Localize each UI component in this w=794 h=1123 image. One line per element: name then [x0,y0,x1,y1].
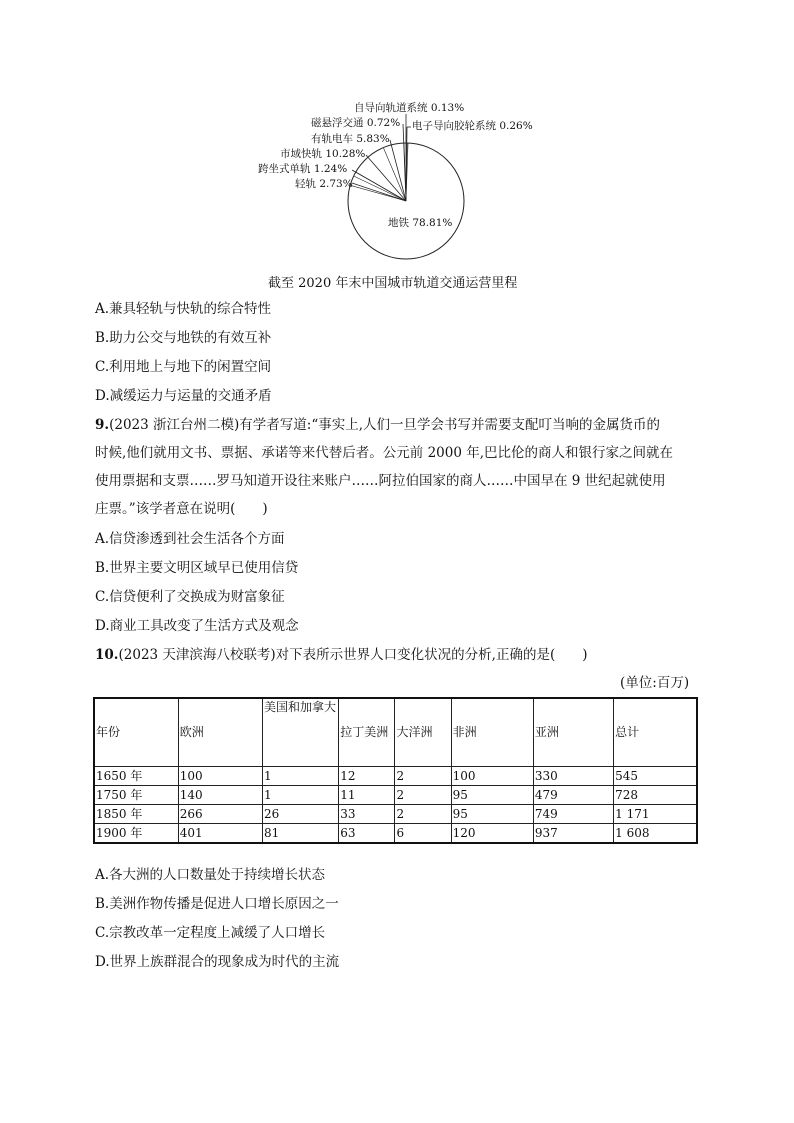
table-cell: 479 [533,786,613,805]
table-cell: 728 [614,786,697,805]
table-cell: 2 [395,786,451,805]
table-cell: 1850 年 [94,805,178,824]
table-header-row [94,698,697,767]
q8-option-b: B.助力公交与地铁的有效互补 [95,330,272,346]
pie-label-suburban: 市域快轨 10.28% [280,148,366,160]
q10-number: 10. [95,647,119,663]
pie-slice-4 [383,148,406,201]
table-cell: 63 [339,824,395,844]
pie-label-tram: 有轨电车 5.83% [311,133,390,145]
table-cell: 100 [451,767,533,786]
q9-stem-line-1 [95,415,660,435]
table-cell: 1750 年 [94,786,178,805]
q8-option-a: A.兼具轻轨与快轨的综合特性 [95,301,272,317]
q10-option-a: A.各大洲的人口数量处于持续增长状态 [95,867,326,883]
q9-option-d: D.商业工具改变了生活方式及观念 [95,618,299,634]
q9-number: 9. [95,417,110,433]
table-cell: 95 [451,805,533,824]
population-table [93,697,698,844]
header-cell: 亚洲 [533,698,613,767]
q10-stem [95,645,588,665]
table-cell: 266 [178,805,262,824]
table-cell: 749 [533,805,613,824]
table-cell: 1 171 [614,805,697,824]
q9-option-c: C.信贷便利了交换成为财富象征 [95,589,285,605]
table-cell: 26 [263,805,339,824]
q8-option-c: C.利用地上与地下的闲置空间 [95,359,272,375]
table-row [94,805,697,824]
table-cell: 6 [395,824,451,844]
header-cell: 总计 [614,698,697,767]
leader-maglev [403,124,406,201]
table-cell: 140 [178,786,262,805]
pie-label-monorail: 跨坐式单轨 1.24% [258,163,348,175]
table-cell: 545 [614,767,697,786]
q9-option-b: B.世界主要文明区域早已使用信贷 [95,560,299,576]
pie-caption: 截至 2020 年末中国城市轨道交通运营里程 [268,276,518,291]
table-cell: 1 [263,786,339,805]
table-cell: 1650 年 [94,767,178,786]
q9-option-a: A.信贷渗透到社会生活各个方面 [95,531,285,547]
q10-option-b: B.美洲作物传播是促进人口增长原因之一 [95,896,339,912]
table-cell: 11 [339,786,395,805]
table-cell: 81 [263,824,339,844]
q10-text: (2023 天津滨海八校联考)对下表所示世界人口变化状况的分析,正确的是( ) [118,647,588,663]
table-cell: 33 [339,805,395,824]
table-row [94,786,697,805]
table-cell: 100 [178,767,262,786]
table-cell: 1900 年 [94,824,178,844]
header-cell: 美国和加拿大 [263,698,339,767]
header-cell: 非洲 [451,698,533,767]
table-row [94,824,697,844]
q9-stem-line-2: 时候,他们就用文书、票据、承诺等来代替后者。公元前 2000 年,巴比伦的商人和银行家之间就在 [95,445,674,461]
table-unit: (单位:百万) [620,675,690,691]
table-cell: 12 [339,767,395,786]
table-row [94,767,697,786]
q10-option-d: D.世界上族群混合的现象成为时代的主流 [95,954,340,970]
header-cell: 欧洲 [178,698,262,767]
q10-option-c: C.宗教改革一定程度上减缓了人口增长 [95,925,326,941]
table-cell: 2 [395,767,451,786]
q9-stem-line-4: 庄票。”该学者意在说明( ) [95,501,268,517]
q9-text-1: (2023 浙江台州二模)有学者写道:“事实上,人们一旦学会书写并需要支配叮当响的金属货币的 [109,417,661,433]
table-cell: 330 [533,767,613,786]
pie-label-agt: 自导向轨道系统 0.13% [354,102,465,114]
header-cell: 拉丁美洲 [339,698,395,767]
pie-label-maglev: 磁悬浮交通 0.72% [311,117,401,129]
q9-stem-line-3: 使用票据和支票……罗马知道开设往来账户……阿拉伯国家的商人……中国早在 9 世纪起就使用 [95,473,666,489]
pie-label-ert: 电子导向胶轮系统 0.26% [412,120,533,132]
q8-option-d: D.减缓运力与运量的交通矛盾 [95,388,272,404]
table-cell: 1 608 [614,824,697,844]
table-cell: 937 [533,824,613,844]
table-cell: 95 [451,786,533,805]
table-cell: 120 [451,824,533,844]
pie-label-lightrail: 轻轨 2.73% [295,178,353,190]
pie-label-metro: 地铁 78.81% [388,217,453,229]
table-cell: 2 [395,805,451,824]
header-cell: 年份 [94,698,178,767]
table-cell: 1 [263,767,339,786]
table-cell: 401 [178,824,262,844]
header-cell: 大洋洲 [395,698,451,767]
